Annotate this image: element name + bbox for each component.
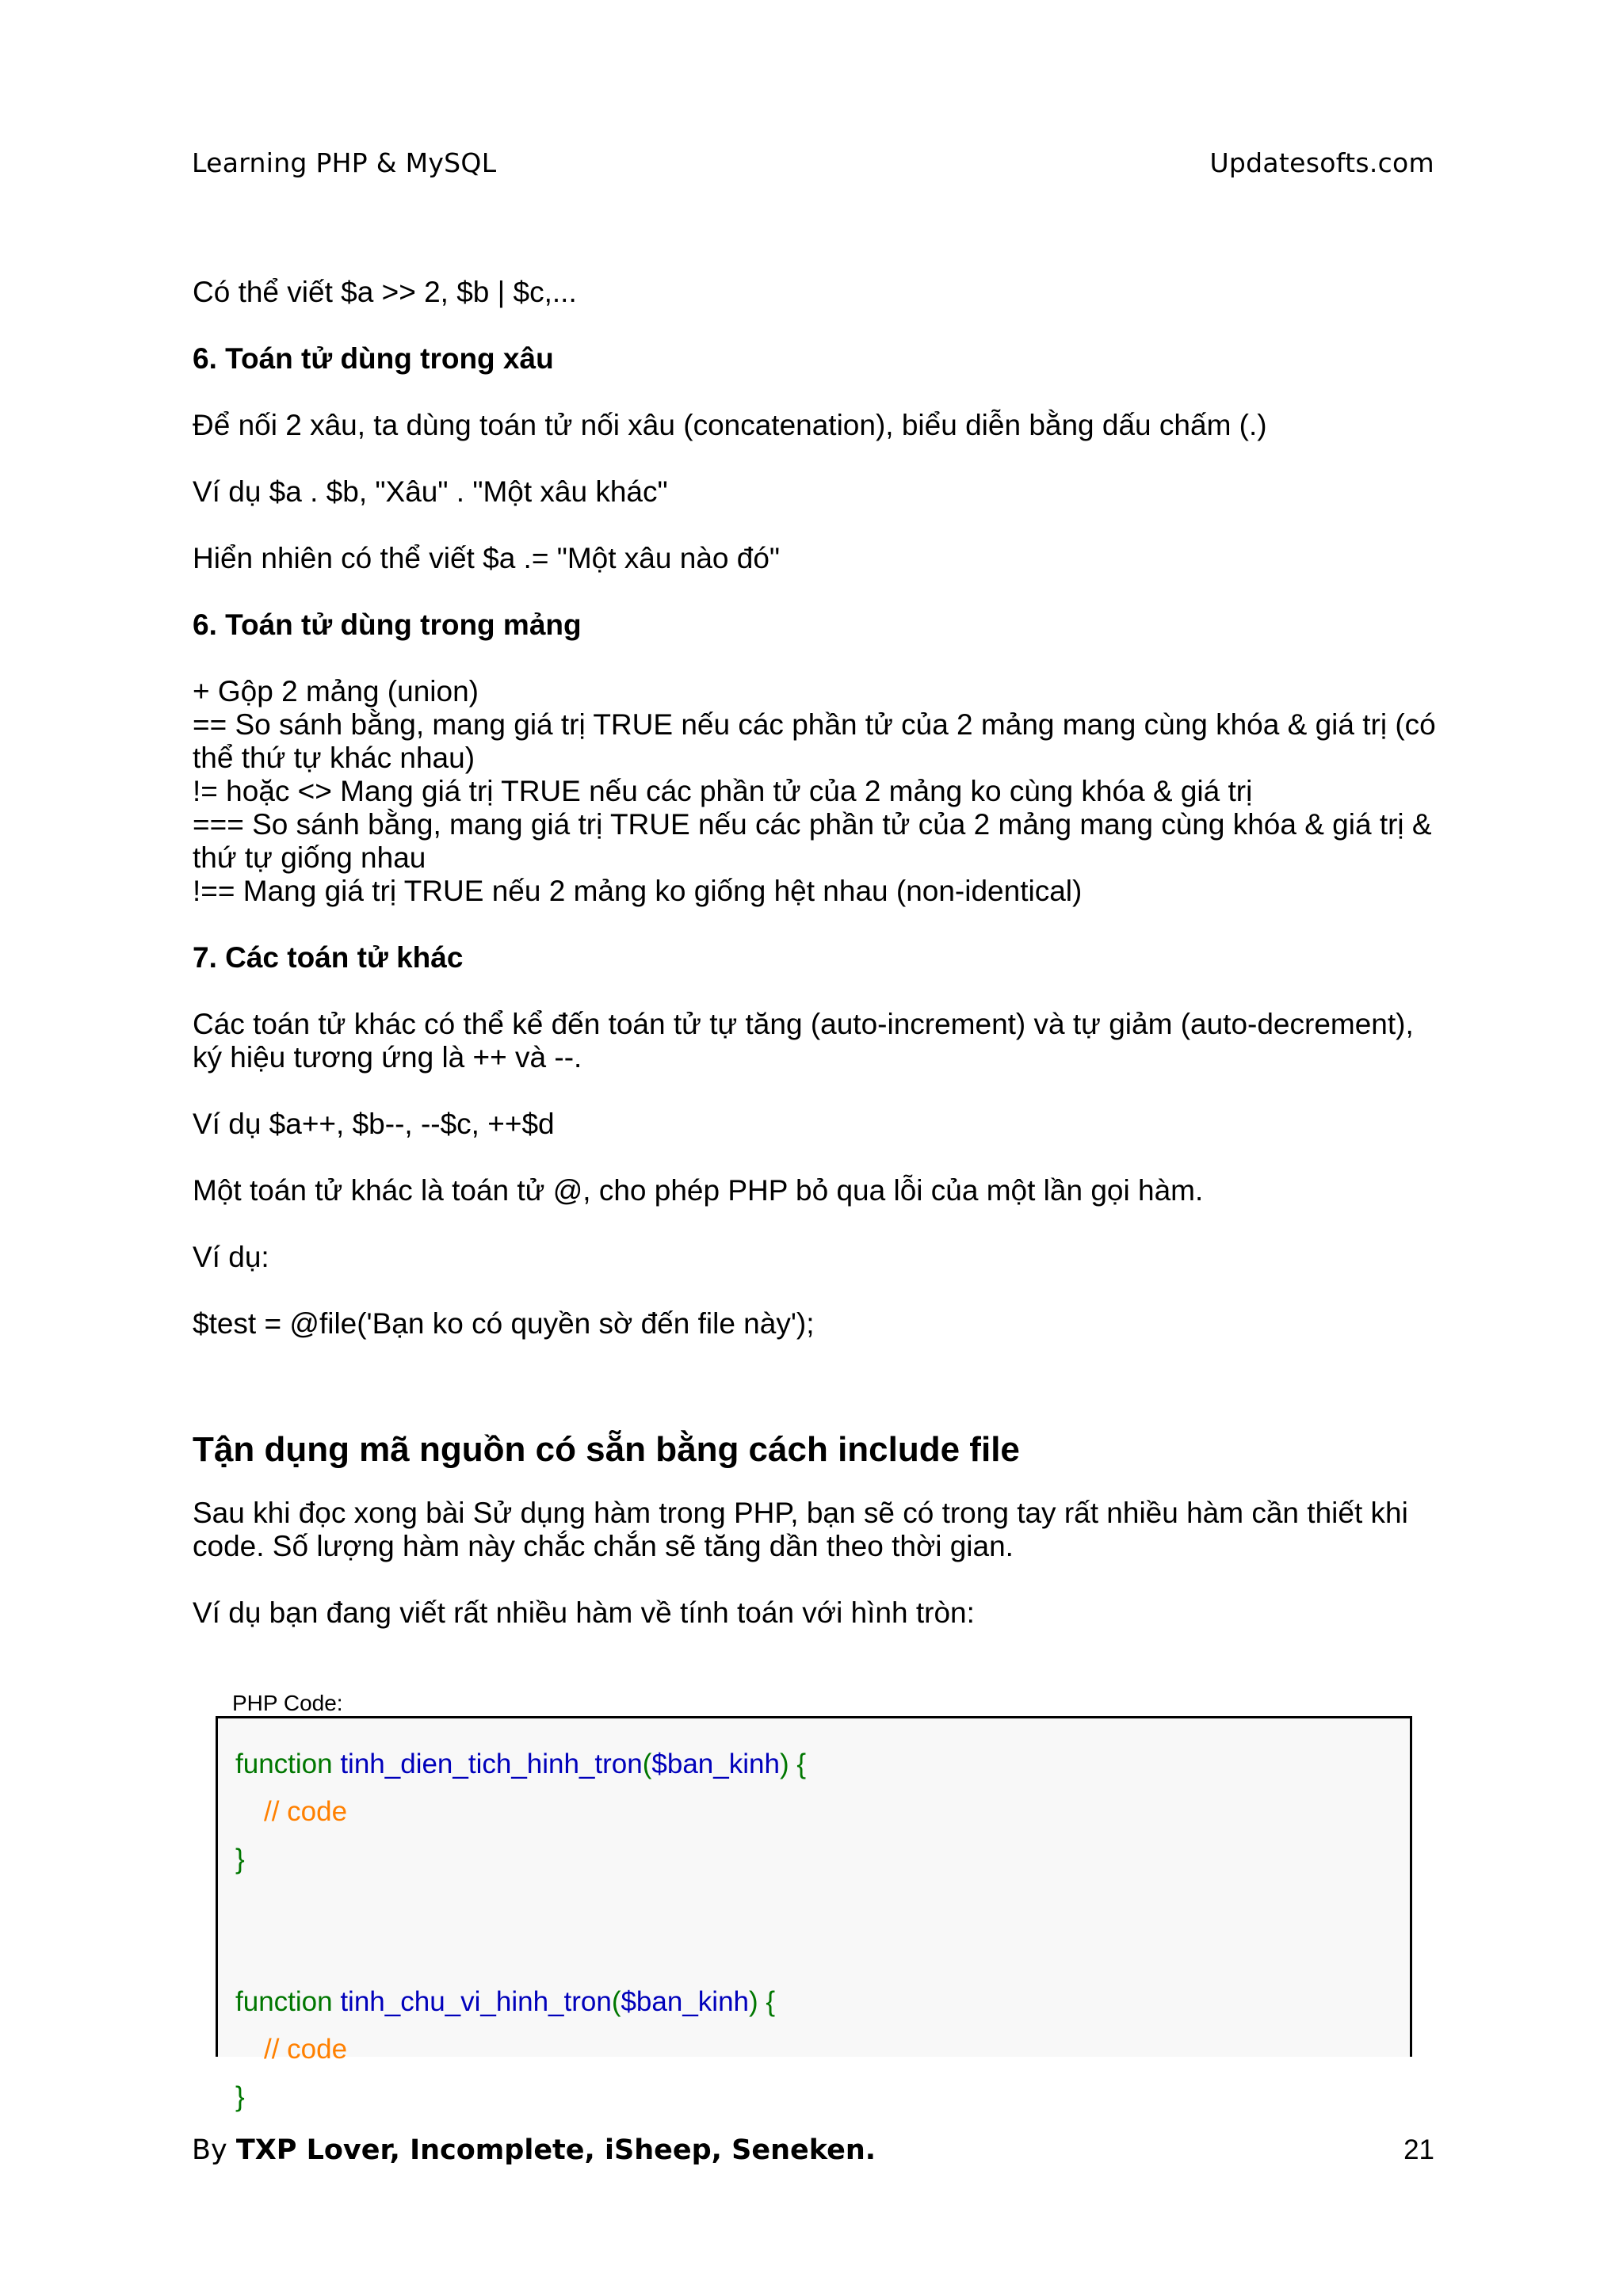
array-op-line: != hoặc <> Mang giá trị TRUE nếu các phần tử của 2 mảng ko cùng khóa & giá trị — [193, 775, 1253, 807]
code-comment: // code — [264, 1796, 348, 1827]
page-body — [193, 276, 1438, 1630]
heading-array-operators: 6. Toán tử dùng trong mảng — [193, 608, 582, 641]
heading-string-operators: 6. Toán tử dùng trong xâu — [193, 342, 554, 375]
paragraph: Ví dụ: — [193, 1241, 269, 1273]
code-keyword: function — [235, 1749, 333, 1779]
footer-authors: TXP Lover, Incomplete, iSheep, Seneken. — [235, 2134, 876, 2166]
code-punct: ) { — [779, 1749, 807, 1779]
paragraph: Một toán tử khác là toán tử @, cho phép PHP bỏ qua lỗi của một lần gọi hàm. — [193, 1174, 1204, 1207]
array-op-line: == So sánh bằng, mang giá trị TRUE nếu các phần tử của 2 mảng mang cùng khóa & giá trị (có — [193, 708, 1436, 741]
code-function-name: tinh_dien_tich_hinh_tron — [340, 1749, 643, 1779]
paragraph: Để nối 2 xâu, ta dùng toán tử nối xâu (concatenation), biểu diễn bằng dấu chấm (.) — [193, 409, 1267, 441]
page-number: 21 — [1403, 2134, 1434, 2165]
heading-other-operators: 7. Các toán tử khác — [193, 941, 464, 974]
paragraph: Có thể viết $a >> 2, $b | $c,... — [193, 276, 577, 308]
code-block — [216, 1716, 1412, 2112]
code-keyword: function — [235, 1986, 333, 2017]
array-op-line: + Gộp 2 mảng (union) — [193, 675, 479, 707]
code-label: PHP Code: — [232, 1691, 343, 1715]
header-site: Updatesofts.com — [1209, 147, 1434, 178]
paragraph: code. Số lượng hàm này chắc chắn sẽ tăng dần theo thời gian. — [193, 1530, 1014, 1562]
paragraph: Ví dụ $a++, $b--, --$c, ++$d — [193, 1108, 555, 1140]
array-op-line: !== Mang giá trị TRUE nếu 2 mảng ko giống hệt nhau (non-identical) — [193, 875, 1083, 907]
code-brace: } — [235, 1844, 245, 1875]
code-line — [235, 1978, 1410, 2026]
code-punct: ) { — [749, 1986, 776, 2017]
code-param: $ban_kinh — [621, 1986, 750, 2017]
paragraph: Ví dụ $a . $b, "Xâu" . "Một xâu khác" — [193, 475, 668, 508]
paragraph: Ví dụ bạn đang viết rất nhiều hàm về tính toán với hình tròn: — [193, 1596, 975, 1629]
array-op-line: thứ tự giống nhau — [193, 841, 426, 874]
code-punct: ( — [642, 1749, 652, 1779]
code-line — [235, 1741, 1410, 1788]
paragraph: Hiển nhiên có thể viết $a .= "Một xâu nào đó" — [193, 542, 781, 574]
section-title: Tận dụng mã nguồn có sẵn bằng cách include file — [193, 1430, 1020, 1469]
code-punct: ( — [611, 1986, 621, 2017]
code-brace: } — [235, 2081, 245, 2112]
header-title: Learning PHP & MySQL — [192, 147, 497, 178]
code-param: $ban_kinh — [651, 1749, 780, 1779]
paragraph: ký hiệu tương ứng là ++ và --. — [193, 1041, 582, 1074]
paragraph: Sau khi đọc xong bài Sử dụng hàm trong PHP, bạn sẽ có trong tay rất nhiều hàm cần thiết khi — [193, 1497, 1408, 1529]
paragraph: Các toán tử khác có thể kể đến toán tử tự tăng (auto-increment) và tự giảm (auto-decrement), — [193, 1008, 1414, 1040]
code-inline-example: $test = @file('Bạn ko có quyền sờ đến file này'); — [193, 1307, 815, 1340]
code-comment: // code — [264, 2034, 348, 2065]
code-function-name: tinh_chu_vi_hinh_tron — [340, 1986, 612, 2017]
footer-by: By — [192, 2134, 227, 2166]
array-op-line: thể thứ tự khác nhau) — [193, 742, 475, 774]
footer — [192, 2134, 1434, 2166]
array-op-line: === So sánh bằng, mang giá trị TRUE nếu các phần tử của 2 mảng mang cùng khóa & giá trị & — [193, 808, 1432, 841]
